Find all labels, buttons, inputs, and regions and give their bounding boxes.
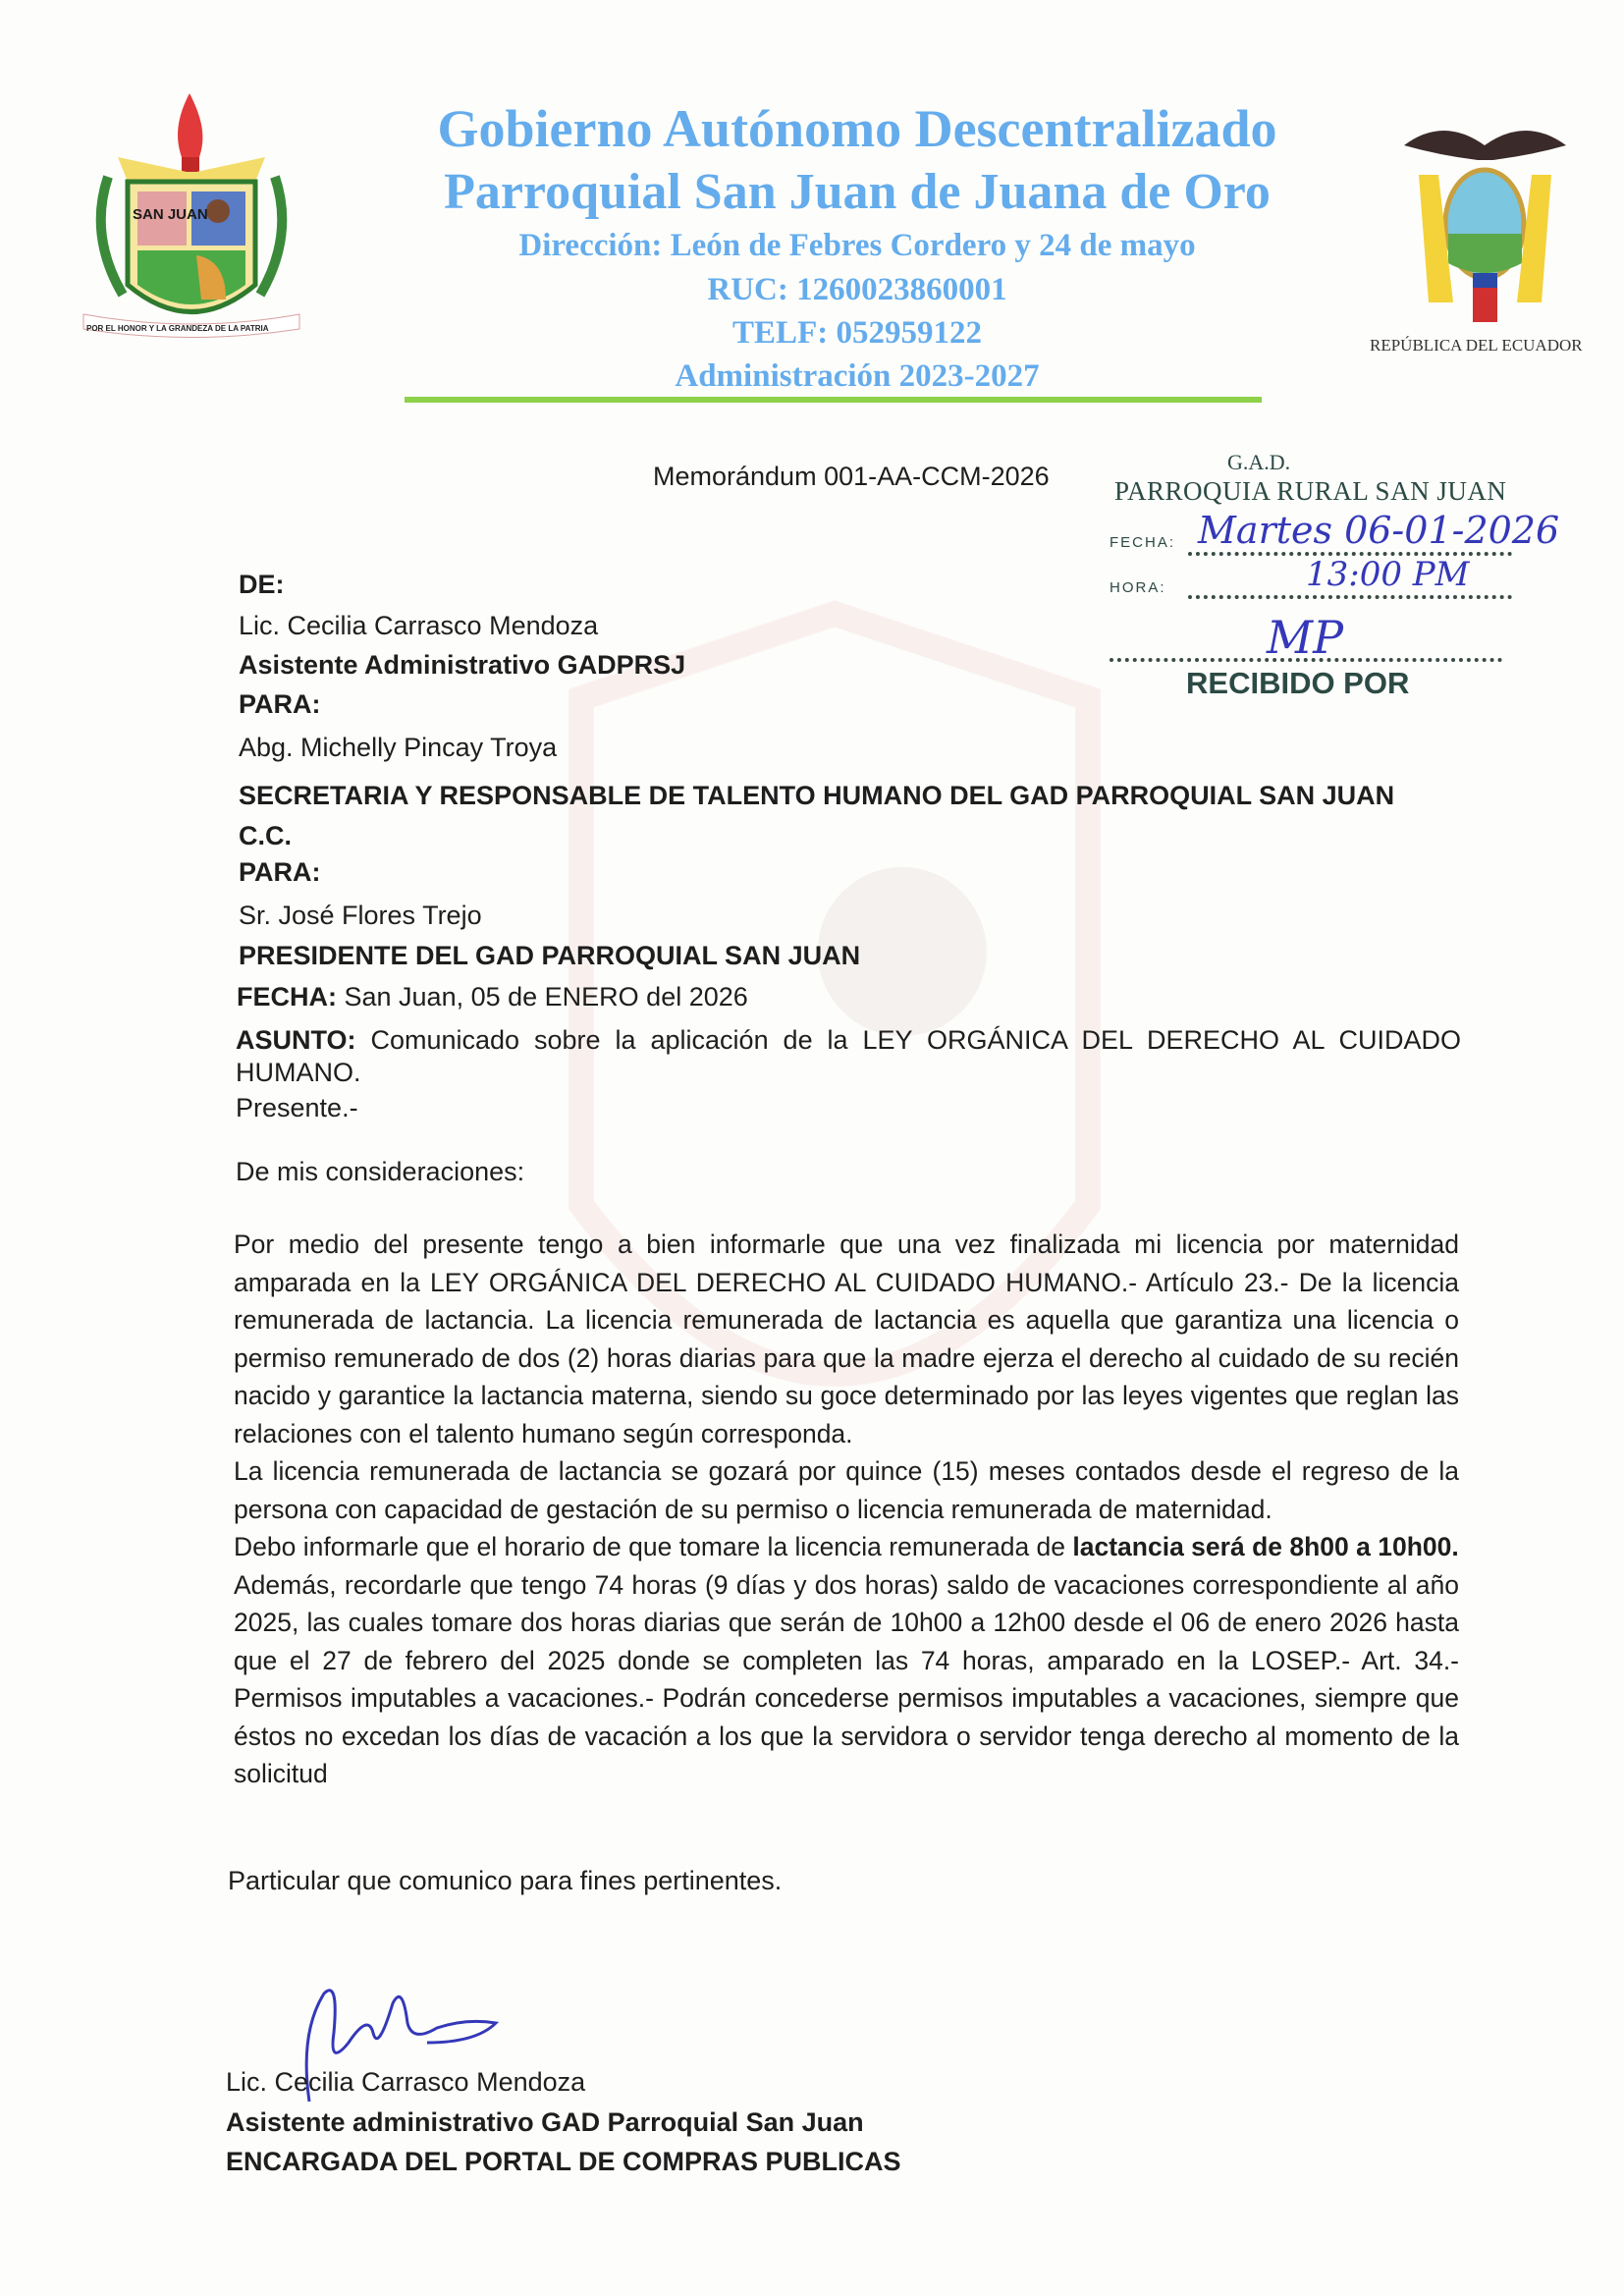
- p3-normal: Debo informarle que el horario de que tomare la licencia remunerada de: [234, 1532, 1073, 1561]
- cc-title: PRESIDENTE DEL GAD PARROQUIAL SAN JUAN: [239, 941, 861, 970]
- signature-title1: Asistente administrativo GAD Parroquial San Juan: [226, 2107, 864, 2137]
- header-title-line2: Parroquial San Juan de Juana de Oro: [444, 164, 1271, 220]
- body-paragraph-4: Además, recordarle que tengo 74 horas (9 días y dos horas) saldo de vacaciones correspondiente al año 2025, las cuales tomare dos horas diarias que serán de 10h00 a 12h00 desde el 06 de enero 2026 hasta que el 27 de febrero del 2025 donde se completen las 74 horas, amparado en la LOSEP.- Art. 34.- Permisos imputables a vacaciones.- Podrán concederse permisos imputables a vacaciones, siempre que éstos no excedan los días de vacación a los que la servidora o servidor tenga derecho al momento de la solicitud: [234, 1569, 1459, 1788]
- stamp-fecha-handwritten: Martes 06-01-2026: [1198, 509, 1560, 552]
- to-label: PARA:: [239, 689, 321, 719]
- stamp-hora-label: HORA:: [1110, 579, 1166, 596]
- body-paragraph-3: [234, 1528, 1459, 1566]
- logo-motto-text: POR EL HONOR Y LA GRANDEZA DE LA PATRIA: [86, 324, 269, 333]
- date-value: San Juan, 05 de ENERO del 2026: [337, 982, 748, 1011]
- header-divider: [405, 397, 1262, 403]
- signature-title2: ENCARGADA DEL PORTAL DE COMPRAS PUBLICAS: [226, 2147, 901, 2176]
- stamp-fecha-label: FECHA:: [1110, 534, 1176, 551]
- subject-value: Comunicado sobre la aplicación de la LEY ORGÁNICA DEL DERECHO AL CUIDADO HUMANO.: [236, 1025, 1461, 1087]
- memo-number: Memorándum 001-AA-CCM-2026: [653, 462, 1050, 491]
- republic-caption: REPÚBLICA DEL ECUADOR: [1370, 336, 1583, 355]
- to-name: Abg. Michelly Pincay Troya: [239, 733, 558, 762]
- p3-bold: lactancia será de 8h00 a 10h00.: [1072, 1532, 1459, 1561]
- to-title: SECRETARIA Y RESPONSABLE DE TALENTO HUMANO DEL GAD PARROQUIAL SAN JUAN: [239, 781, 1395, 810]
- header-telf: TELF: 052959122: [732, 315, 982, 351]
- subject-line: [236, 1024, 1461, 1089]
- body-paragraph-1: Por medio del presente tengo a bien informarle que una vez finalizada mi licencia por maternidad amparada en la LEY ORGÁNICA DEL DERECHO AL CUIDADO HUMANO.- Artículo 23.- De la licencia remunerada de lactancia. La licencia remunerada de lactancia es aquella que garantiza una licencia o permiso remunerado de dos (2) horas diarias para que la madre ejerza el derecho al cuidado de su recién nacido y garantice la lactancia materna, siendo su goce determinado por las leyes vigentes que reglan las relaciones con el talento humano según corresponda.: [234, 1230, 1459, 1449]
- date-label: FECHA:: [237, 982, 337, 1011]
- closing: Particular que comunico para fines pertinentes.: [228, 1866, 783, 1895]
- from-name: Lic. Cecilia Carrasco Mendoza: [239, 611, 599, 640]
- cc-label: C.C.: [239, 821, 292, 850]
- stamp-hora-dots: [1188, 595, 1512, 599]
- receiver-initials-signature: MP: [1267, 611, 1344, 664]
- stamp-org-line1: G.A.D.: [1227, 450, 1291, 474]
- memo-body: [234, 1226, 1459, 1793]
- cc-name: Sr. José Flores Trejo: [239, 901, 482, 930]
- ecuador-coat-of-arms-logo: [1394, 116, 1576, 327]
- body-paragraph-2: La licencia remunerada de lactancia se gozará por quince (15) meses contados desde el regreso de la persona con capacidad de gestación de su permiso o licencia remunerada de maternidad.: [234, 1456, 1459, 1524]
- signature-name: Lic. Cecilia Carrasco Mendoza: [226, 2067, 586, 2097]
- header-title-line1: Gobierno Autónomo Descentralizado: [437, 99, 1277, 158]
- from-title: Asistente Administrativo GADPRSJ: [239, 650, 686, 680]
- presente: Presente.-: [236, 1093, 358, 1122]
- header-ruc: RUC: 1260023860001: [707, 272, 1007, 307]
- logo-banner-text: SAN JUAN: [133, 206, 208, 223]
- header-administration: Administración 2023-2027: [675, 358, 1040, 394]
- date-line: [237, 982, 748, 1012]
- cc-para-label: PARA:: [239, 857, 321, 887]
- header-address: Dirección: León de Febres Cordero y 24 de mayo: [518, 228, 1196, 263]
- stamp-org-line2: PARROQUIA RURAL SAN JUAN: [1114, 476, 1507, 506]
- subject-label: ASUNTO:: [236, 1025, 356, 1055]
- stamp-hora-handwritten: 13:00 PM: [1306, 555, 1470, 594]
- from-label: DE:: [239, 570, 285, 599]
- stamp-received-label: RECIBIDO POR: [1186, 666, 1410, 700]
- greeting: De mis consideraciones:: [236, 1157, 525, 1186]
